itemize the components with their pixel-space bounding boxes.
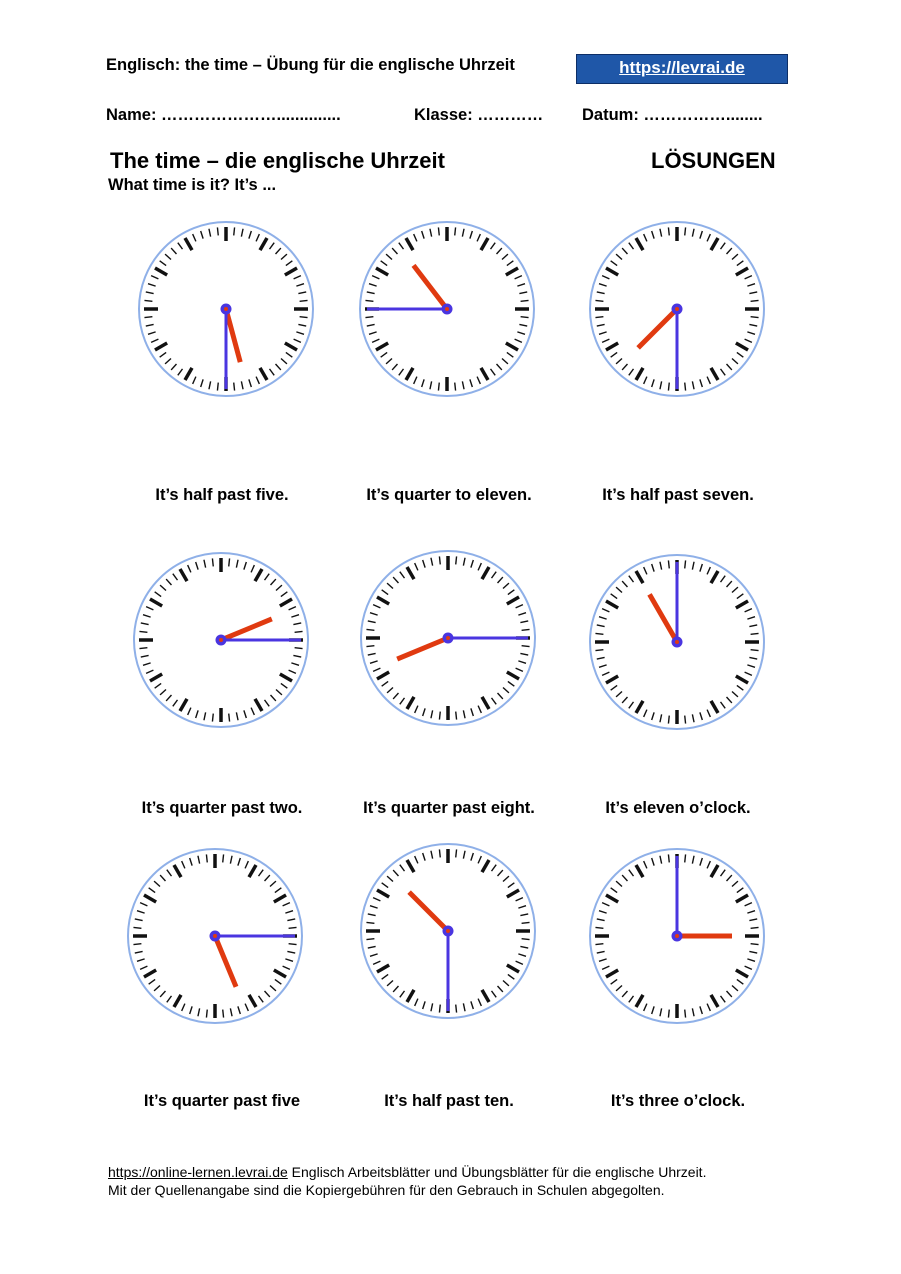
minute-tick (144, 317, 152, 318)
minute-tick (139, 631, 147, 632)
answer-4: It’s quarter past two. (141, 799, 303, 817)
answer-8: It’s half past ten. (384, 1092, 514, 1110)
clock-center-dot (224, 307, 228, 311)
minute-tick (300, 317, 308, 318)
answer-3: It’s half past seven. (602, 486, 754, 504)
minute-tick (456, 849, 457, 857)
minute-tick (751, 927, 759, 928)
minute-tick (212, 714, 213, 722)
minute-tick (668, 383, 669, 391)
minute-tick (300, 300, 308, 301)
clock-3 (587, 219, 767, 399)
clock-1 (136, 219, 316, 399)
worksheet-header-title: Englisch: the time – Übung für die englische Uhrzeit (106, 56, 515, 74)
minute-tick (223, 854, 224, 862)
minute-tick (455, 227, 456, 235)
page-title: The time – die englische Uhrzeit (110, 148, 445, 173)
minute-tick (439, 1005, 440, 1013)
minute-tick (521, 317, 529, 318)
class-field: Klasse: ………… (414, 106, 544, 124)
minute-tick (438, 227, 439, 235)
clock-center-dot (446, 929, 450, 933)
minute-tick (595, 633, 603, 634)
answer-5: It’s quarter past eight. (363, 799, 535, 817)
minute-tick (595, 927, 603, 928)
clock-center-dot (675, 640, 679, 644)
minute-tick (217, 383, 218, 391)
minute-tick (455, 383, 456, 391)
minute-tick (295, 648, 303, 649)
minute-tick (439, 849, 440, 857)
minute-tick (685, 854, 686, 862)
minute-tick (234, 227, 235, 235)
minute-tick (438, 383, 439, 391)
minute-tick (751, 633, 759, 634)
clock-9 (587, 846, 767, 1026)
solutions-label: LÖSUNGEN (651, 148, 776, 173)
minute-tick (366, 629, 374, 630)
minute-tick (365, 300, 373, 301)
clock-7 (125, 846, 305, 1026)
minute-tick (456, 556, 457, 564)
minute-tick (751, 317, 759, 318)
minute-tick (668, 1010, 669, 1018)
minute-tick (685, 1010, 686, 1018)
minute-tick (439, 712, 440, 720)
minute-tick (366, 939, 374, 940)
website-link[interactable]: https://levrai.de (619, 58, 745, 77)
minute-tick (366, 922, 374, 923)
footer-line-2: Mit der Quellenangabe sind die Kopiergebühren für den Gebrauch in Schulen abgegolten. (108, 1182, 665, 1198)
minute-tick (133, 927, 141, 928)
clock-8 (358, 841, 538, 1021)
minute-tick (751, 300, 759, 301)
minute-tick (366, 646, 374, 647)
clock-2 (357, 219, 537, 399)
minute-tick (217, 227, 218, 235)
question-prompt: What time is it? It’s ... (108, 176, 277, 194)
minute-tick (206, 1010, 207, 1018)
clock-center-dot (675, 307, 679, 311)
minute-tick (668, 854, 669, 862)
minute-tick (521, 300, 529, 301)
website-link-box[interactable] (576, 54, 788, 84)
minute-tick (439, 556, 440, 564)
minute-tick (668, 716, 669, 724)
minute-tick (685, 560, 686, 568)
clock-4 (131, 550, 311, 730)
minute-tick (522, 646, 530, 647)
minute-tick (456, 712, 457, 720)
clock-5 (358, 548, 538, 728)
minute-tick (289, 927, 297, 928)
footer (108, 1163, 706, 1199)
minute-tick (234, 383, 235, 391)
name-field: Name: ………………….............. (106, 106, 341, 124)
answer-2: It’s quarter to eleven. (366, 486, 532, 504)
minute-tick (522, 922, 530, 923)
minute-tick (522, 629, 530, 630)
date-field: Datum: ……………........ (582, 106, 763, 124)
clock-center-dot (213, 934, 217, 938)
minute-tick (229, 714, 230, 722)
minute-tick (595, 944, 603, 945)
footer-line-1 (108, 1163, 706, 1181)
footer-line-1-text: Englisch Arbeitsblätter und Übungsblätter für die englische Uhrzeit. (287, 1164, 707, 1180)
minute-tick (139, 648, 147, 649)
minute-tick (751, 650, 759, 651)
clock-center-dot (446, 636, 450, 640)
minute-tick (685, 716, 686, 724)
minute-tick (685, 383, 686, 391)
minute-tick (668, 560, 669, 568)
minute-tick (668, 227, 669, 235)
minute-tick (223, 1010, 224, 1018)
minute-tick (206, 854, 207, 862)
clock-center-dot (445, 307, 449, 311)
minute-tick (595, 300, 603, 301)
minute-tick (144, 300, 152, 301)
minute-tick (595, 650, 603, 651)
minute-tick (133, 944, 141, 945)
minute-tick (751, 944, 759, 945)
minute-tick (229, 558, 230, 566)
minute-tick (456, 1005, 457, 1013)
answer-6: It’s eleven o’clock. (605, 799, 751, 817)
answer-1: It’s half past five. (155, 486, 289, 504)
minute-tick (685, 227, 686, 235)
clock-6 (587, 552, 767, 732)
clock-center-dot (219, 638, 223, 642)
answer-7: It’s quarter past five (143, 1092, 301, 1110)
minute-tick (295, 631, 303, 632)
clock-center-dot (675, 934, 679, 938)
minute-tick (289, 944, 297, 945)
minute-tick (595, 317, 603, 318)
minute-tick (522, 939, 530, 940)
footer-link[interactable]: https://online-lernen.levrai.de (108, 1164, 288, 1180)
answer-9: It’s three o’clock. (610, 1092, 746, 1110)
minute-tick (212, 558, 213, 566)
minute-tick (365, 317, 373, 318)
